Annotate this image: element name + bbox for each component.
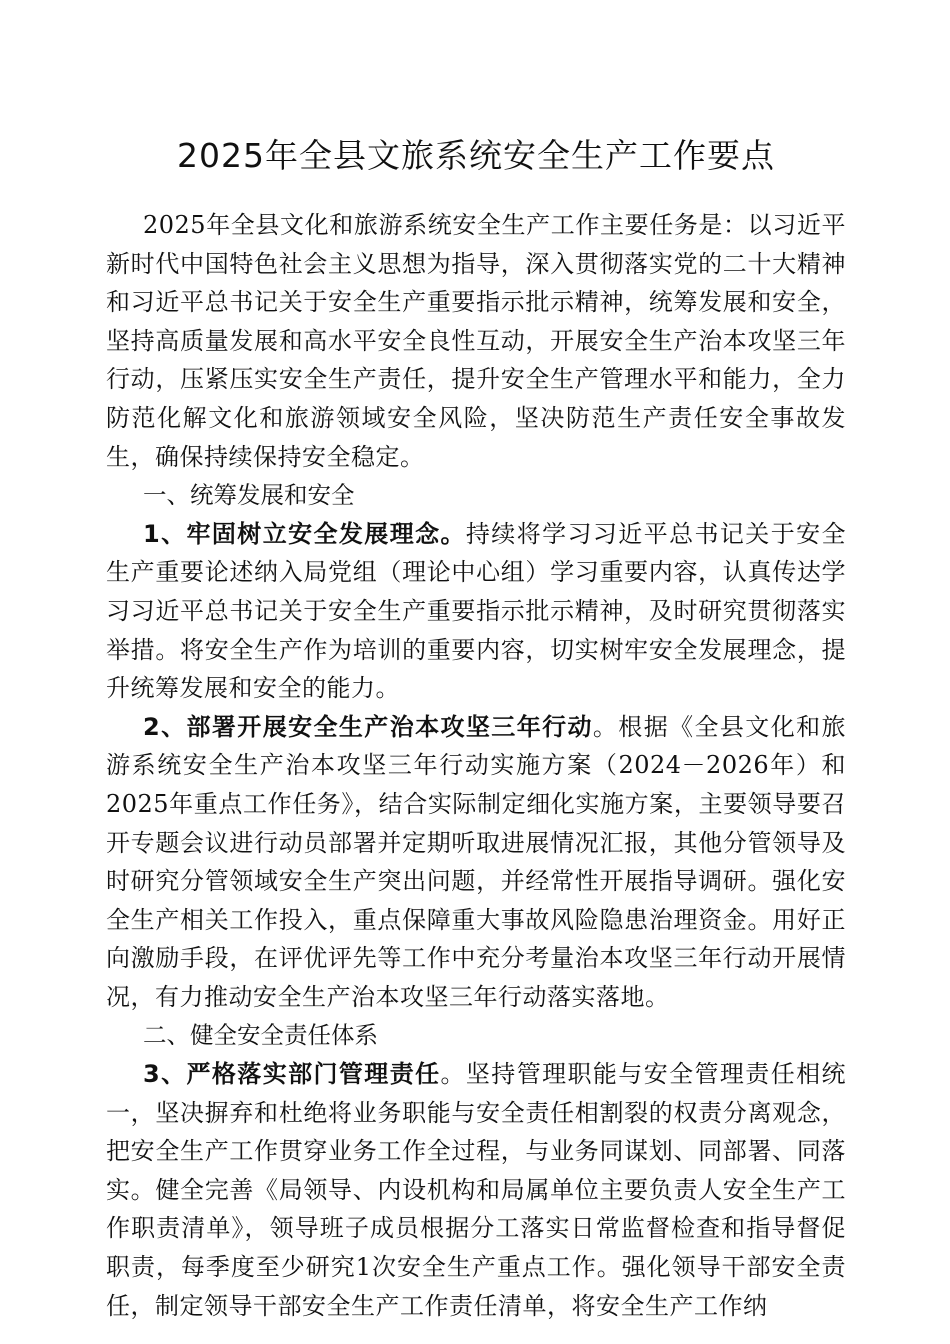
section-heading-1: 一、统筹发展和安全	[143, 481, 355, 510]
section-heading-2: 二、健全安全责任体系	[143, 1021, 378, 1050]
document-page	[106, 128, 846, 1325]
item-body-2: 。根据《全县文化和旅游系统安全生产治本攻坚三年行动实施方案（2024－2026年）和2025年重点工作任务》，结合实际制定细化实施方案，主要领导要召开专题会议进行动员部署并定期听取进展情况汇报，其他分管领导及时研究分管领域安全生产突出问题，并经常性开展指导调研。强化安全生产相关工作投入，重点保障重大事故风险隐患治理资金。用好正向激励手段，在评优评先等工作中充分考量治本攻坚三年行动开展情况，有力推动安全生产治本攻坚三年行动落实落地。	[106, 712, 847, 1011]
item-lead-1: 1、牢固树立安全发展理念。	[143, 519, 466, 548]
item-body-3: 。坚持管理职能与安全管理责任相统一，坚决摒弃和杜绝将业务职能与安全责任相割裂的权责分离观念，把安全生产工作贯穿业务工作全过程，与业务同谋划、同部署、同落实。健全完善《局领导、内设机构和局属单位主要负责人安全生产工作职责清单》，领导班子成员根据分工落实日常监督检查和指导督促职责，每季度至少研究1次安全生产重点工作。强化领导干部安全责任，制定领导干部安全生产工作责任清单，将安全生产工作纳	[106, 1060, 846, 1320]
item-lead-3: 3、严格落实部门管理责任	[143, 1060, 441, 1089]
item-paragraph-1	[106, 515, 846, 708]
document-title: 2025年全县文旅系统安全生产工作要点	[177, 136, 775, 175]
item-body-1: 持续将学习习近平总书记关于安全生产重要论述纳入局党组（理论中心组）学习重要内容，认真传达学习习近平总书记关于安全生产重要指示批示精神，及时研究贯彻落实举措。将安全生产作为培训的重要内容，切实树牢安全发展理念，提升统筹发展和安全的能力。	[106, 519, 847, 703]
intro-paragraph: 2025年全县文化和旅游系统安全生产工作主要任务是：以习近平新时代中国特色社会主义思想为指导，深入贯彻落实党的二十大精神和习近平总书记关于安全生产重要指示批示精神，统筹发展和安全，坚持高质量发展和高水平安全良性互动，开展安全生产治本攻坚三年行动，压紧压实安全生产责任，提升安全生产管理水平和能力，全力防范化解文化和旅游领域安全风险，坚决防范生产责任安全事故发生，确保持续保持安全稳定。	[106, 211, 846, 471]
item-lead-2: 2、部署开展安全生产治本攻坚三年行动	[143, 712, 593, 741]
item-paragraph-2	[106, 708, 846, 1017]
item-paragraph-3	[106, 1055, 846, 1325]
